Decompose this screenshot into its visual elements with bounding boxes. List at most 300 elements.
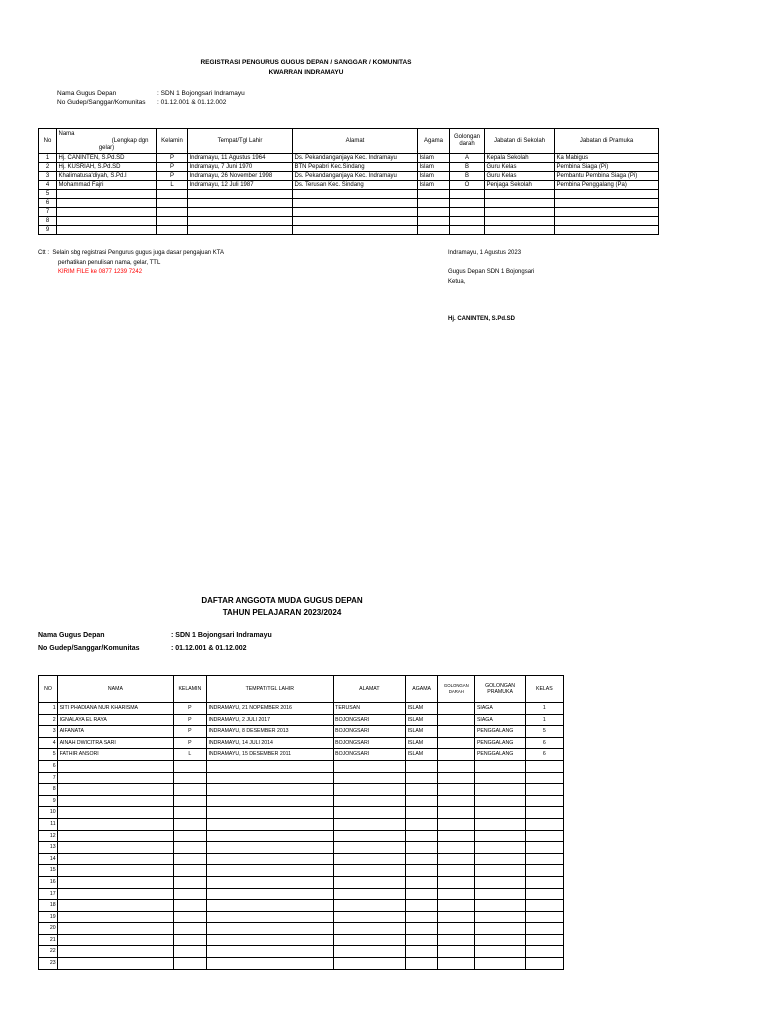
cell-ttl (206, 958, 333, 970)
cell-kelas: 1 (525, 714, 563, 726)
table-row (39, 172, 659, 181)
cell-nama: AIFANATA (58, 726, 174, 738)
cell-nama (58, 958, 174, 970)
col-header-alamat: ALAMAT (333, 676, 405, 703)
cell-agama: ISLAM (406, 714, 438, 726)
cell-ttl: INDRAMAYU, 14 JULI 2014 (206, 737, 333, 749)
cell-jab-pramuka: Pembina Penggalang (Pa) (555, 181, 659, 190)
cell-kelamin (173, 876, 206, 888)
cell-agama (406, 865, 438, 877)
cell-alamat: Ds. Terusan Kec. Sindang (293, 181, 418, 190)
cell-no: 13 (39, 842, 58, 854)
cell-agama (406, 807, 438, 819)
cell-jab-sekolah (485, 226, 555, 235)
table-row (39, 923, 564, 935)
cell-alamat (333, 923, 405, 935)
col-header-ttl: TEMPAT/TGL LAHIR (206, 676, 333, 703)
cell-ttl (188, 199, 293, 208)
cell-no: 1 (39, 154, 57, 163)
col-header-no: NO (39, 676, 58, 703)
cell-no: 9 (39, 226, 57, 235)
cell-agama: Islam (418, 163, 450, 172)
cell-kelamin: L (173, 749, 206, 761)
cell-no: 21 (39, 934, 58, 946)
table-row (39, 830, 564, 842)
table-row (39, 772, 564, 784)
note-line1: Selain sbg registrasi Pengurus gugus juga dasar pengajuan KTA (52, 250, 225, 256)
cell-gol-darah (438, 911, 475, 923)
cell-gol (450, 217, 485, 226)
col-header-gol-pramuka-1: GOLONGAN (485, 682, 516, 689)
cell-kelamin (157, 208, 188, 217)
cell-jab-sekolah: Guru Kelas (485, 172, 555, 181)
cell-kelamin (157, 199, 188, 208)
cell-no: 22 (39, 946, 58, 958)
cell-kelamin (173, 807, 206, 819)
cell-kelamin: P (157, 154, 188, 163)
registration-table (38, 128, 659, 235)
cell-kelamin: P (173, 726, 206, 738)
cell-kelamin (173, 946, 206, 958)
cell-alamat (293, 217, 418, 226)
cell-no: 2 (39, 163, 57, 172)
cell-agama: Islam (418, 172, 450, 181)
cell-gol (450, 208, 485, 217)
cell-jab-sekolah (485, 217, 555, 226)
cell-ttl: Indramayu, 7 Juni 1970 (188, 163, 293, 172)
cell-gol-darah (438, 876, 475, 888)
cell-gol-darah (438, 784, 475, 796)
cell-kelamin (173, 911, 206, 923)
cell-jab-sekolah: Guru Kelas (485, 163, 555, 172)
table-row (39, 807, 564, 819)
cell-agama (418, 199, 450, 208)
col-header-gol-darah-2: DARAH (448, 689, 464, 694)
cell-agama (418, 190, 450, 199)
table-row (39, 226, 659, 235)
table-row (39, 217, 659, 226)
cell-nama (58, 900, 174, 912)
cell-no: 6 (39, 760, 58, 772)
cell-no: 5 (39, 749, 58, 761)
cell-jab-sekolah (485, 190, 555, 199)
cell-gol: O (450, 181, 485, 190)
cell-gol: B (450, 172, 485, 181)
cell-no: 7 (39, 208, 57, 217)
registration-title-line2: KWARRAN INDRAMAYU (268, 69, 344, 76)
cell-kelamin (173, 853, 206, 865)
table-row (39, 876, 564, 888)
cell-alamat (333, 807, 405, 819)
col-header-golongan-pramuka (475, 676, 525, 703)
cell-jab-sekolah (485, 208, 555, 217)
cell-ttl (206, 911, 333, 923)
cell-agama (406, 923, 438, 935)
cell-alamat (333, 876, 405, 888)
cell-alamat (333, 818, 405, 830)
cell-no: 12 (39, 830, 58, 842)
cell-no: 17 (39, 888, 58, 900)
cell-no: 6 (39, 199, 57, 208)
cell-nama (58, 795, 174, 807)
cell-no: 4 (39, 737, 58, 749)
cell-alamat (333, 900, 405, 912)
cell-kelas: 1 (525, 703, 563, 715)
col-header-jabatan-pramuka: Jabatan di Pramuka (555, 129, 659, 154)
cell-no: 3 (39, 172, 57, 181)
cell-gol-pramuka (475, 795, 525, 807)
cell-alamat (333, 958, 405, 970)
cell-alamat (293, 190, 418, 199)
cell-kelamin (173, 760, 206, 772)
cell-kelamin (157, 190, 188, 199)
cell-kelas (525, 807, 563, 819)
cell-gol-pramuka (475, 888, 525, 900)
cell-ttl (206, 795, 333, 807)
signature-block (448, 249, 648, 325)
registration-note (38, 249, 338, 278)
cell-gol-darah (438, 807, 475, 819)
info-label: Nama Gugus Depan (38, 632, 105, 639)
cell-kelamin: P (173, 703, 206, 715)
cell-gol-darah (438, 749, 475, 761)
col-header-kelamin: KELAMIN (173, 676, 206, 703)
cell-gol-pramuka (475, 911, 525, 923)
cell-kelas (525, 911, 563, 923)
table-row (39, 737, 564, 749)
cell-alamat: BOJONGSARI (333, 726, 405, 738)
table-row (39, 784, 564, 796)
cell-gol-darah (438, 946, 475, 958)
signature-org: Gugus Depan SDN 1 Bojongsari (448, 269, 535, 275)
cell-ttl (206, 900, 333, 912)
cell-ttl: INDRAMAYU, 8 DESEMBER 2013 (206, 726, 333, 738)
cell-jab-pramuka: Pembantu Pembina Siaga (Pi) (555, 172, 659, 181)
cell-nama (58, 760, 174, 772)
col-header-gol-darah-1: GOLONGAN (443, 682, 469, 688)
cell-ttl (206, 842, 333, 854)
cell-kelamin: L (157, 181, 188, 190)
cell-jab-pramuka: Ka Mabigus (555, 154, 659, 163)
table-row (39, 703, 564, 715)
col-header-kelas: KELAS (525, 676, 563, 703)
cell-kelas (525, 888, 563, 900)
cell-alamat (293, 208, 418, 217)
info-label: No Gudep/Sanggar/Komunitas (38, 645, 140, 652)
cell-ttl: INDRAMAYU, 21 NOPEMBER 2016 (206, 703, 333, 715)
member-title-line2: TAHUN PELAJARAN 2023/2024 (222, 608, 342, 617)
cell-ttl (206, 807, 333, 819)
info-value: : SDN 1 Bojongsari Indramayu (157, 90, 245, 97)
cell-agama (406, 842, 438, 854)
cell-ttl: INDRAMAYU, 2 JULI 2017 (206, 714, 333, 726)
col-header-no: No (39, 129, 57, 154)
cell-kelas (525, 795, 563, 807)
cell-jab-pramuka (555, 190, 659, 199)
cell-alamat (333, 911, 405, 923)
col-header-gol-2: darah (459, 141, 475, 147)
cell-ttl (206, 888, 333, 900)
cell-ttl: Indramayu, 11 Agustus 1964 (188, 154, 293, 163)
cell-gol-pramuka (475, 865, 525, 877)
cell-no: 7 (39, 772, 58, 784)
table-row (39, 181, 659, 190)
cell-kelas (525, 842, 563, 854)
member-info (38, 629, 438, 657)
table-row (39, 946, 564, 958)
col-header-nama-mid: (Lengkap dgn (111, 137, 149, 144)
cell-kelas (525, 772, 563, 784)
table-row (39, 911, 564, 923)
table-row (39, 190, 659, 199)
cell-gol-darah (438, 714, 475, 726)
table-row (39, 842, 564, 854)
col-header-nama-top: Nama (58, 130, 75, 137)
info-value: : 01.12.001 & 01.12.002 (171, 645, 247, 652)
member-header-row (39, 676, 564, 703)
cell-gol-pramuka (475, 900, 525, 912)
cell-gol-darah (438, 900, 475, 912)
cell-gol-darah (438, 703, 475, 715)
cell-agama (406, 958, 438, 970)
cell-agama (406, 795, 438, 807)
info-value: : SDN 1 Bojongsari Indramayu (171, 632, 272, 639)
cell-agama (418, 217, 450, 226)
col-header-gol-pramuka-2: PRAMUKA (487, 689, 513, 695)
signature-place-date: Indramayu, 1 Agustus 2023 (448, 250, 522, 256)
cell-kelamin (173, 958, 206, 970)
cell-nama: Hj. KUSRIAH, S.Pd.SD (57, 163, 157, 172)
cell-ttl (188, 226, 293, 235)
cell-agama (406, 900, 438, 912)
cell-no: 4 (39, 181, 57, 190)
table-row (39, 163, 659, 172)
cell-nama (58, 923, 174, 935)
cell-nama: SITI PHADIANA NUR KHARISMA (58, 703, 174, 715)
col-header-gol-1: Golongan (453, 134, 481, 140)
cell-gol-darah (438, 888, 475, 900)
cell-gol-darah (438, 830, 475, 842)
table-row (39, 900, 564, 912)
cell-nama (58, 865, 174, 877)
col-header-nama-bot: gelar) (98, 144, 115, 151)
cell-no: 2 (39, 714, 58, 726)
cell-gol-pramuka: SIAGA (475, 714, 525, 726)
cell-nama: Khalimatusa'diyah, S.Pd.I (57, 172, 157, 181)
cell-ttl: Indramayu, 12 Juli 1987 (188, 181, 293, 190)
cell-ttl (206, 784, 333, 796)
cell-kelamin: P (157, 163, 188, 172)
cell-alamat (333, 888, 405, 900)
cell-kelas: 6 (525, 749, 563, 761)
cell-kelamin (173, 888, 206, 900)
note-line2: perhatikan penulisan nama, gelar, TTL (58, 259, 161, 266)
cell-agama: ISLAM (406, 737, 438, 749)
cell-kelas (525, 865, 563, 877)
cell-ttl (206, 865, 333, 877)
cell-nama (58, 911, 174, 923)
cell-kelamin (173, 830, 206, 842)
cell-gol-pramuka (475, 842, 525, 854)
cell-nama: AINAH DWICITRA SARI (58, 737, 174, 749)
cell-kelamin: P (173, 737, 206, 749)
cell-alamat: BOJONGSARI (333, 749, 405, 761)
cell-nama (58, 876, 174, 888)
cell-alamat (333, 760, 405, 772)
cell-kelas (525, 876, 563, 888)
cell-kelamin (173, 923, 206, 935)
table-row (39, 714, 564, 726)
cell-no: 16 (39, 876, 58, 888)
cell-nama (58, 784, 174, 796)
cell-kelamin: P (173, 714, 206, 726)
cell-gol-pramuka: SIAGA (475, 703, 525, 715)
cell-kelamin (173, 772, 206, 784)
cell-jab-pramuka (555, 226, 659, 235)
cell-jab-pramuka (555, 208, 659, 217)
info-value: : 01.12.001 & 01.12.002 (157, 99, 227, 106)
cell-kelamin (173, 795, 206, 807)
cell-nama (58, 853, 174, 865)
cell-no: 10 (39, 807, 58, 819)
cell-agama (418, 208, 450, 217)
cell-ttl (206, 876, 333, 888)
cell-alamat (333, 842, 405, 854)
cell-no: 19 (39, 911, 58, 923)
cell-gol-pramuka (475, 853, 525, 865)
cell-gol: A (450, 154, 485, 163)
cell-jab-sekolah (485, 199, 555, 208)
member-list-title (0, 595, 564, 619)
cell-ttl (188, 190, 293, 199)
cell-no: 5 (39, 190, 57, 199)
cell-ttl (206, 830, 333, 842)
cell-alamat (333, 830, 405, 842)
member-title-line1: DAFTAR ANGGOTA MUDA GUGUS DEPAN (201, 596, 363, 605)
cell-jab-pramuka: Pembina Siaga (Pi) (555, 163, 659, 172)
cell-gol (450, 190, 485, 199)
cell-agama: Islam (418, 181, 450, 190)
cell-agama (418, 226, 450, 235)
col-header-golongan-darah (438, 676, 475, 703)
cell-agama (406, 888, 438, 900)
cell-agama (406, 876, 438, 888)
cell-nama (57, 217, 157, 226)
cell-gol-pramuka: PENGGALANG (475, 726, 525, 738)
cell-kelas (525, 958, 563, 970)
cell-nama: FATHIR ANSORI (58, 749, 174, 761)
cell-gol (450, 199, 485, 208)
table-row (39, 154, 659, 163)
cell-alamat (333, 795, 405, 807)
cell-gol-pramuka: PENGGALANG (475, 749, 525, 761)
cell-alamat (333, 853, 405, 865)
note-line3: KIRIM FILE ke 0877 1239 7242 (58, 269, 143, 275)
cell-nama: IGNALAYA EL RAYA (58, 714, 174, 726)
cell-kelamin: P (157, 172, 188, 181)
cell-agama (406, 853, 438, 865)
table-row (39, 888, 564, 900)
cell-ttl: Indramayu, 26 November 1998 (188, 172, 293, 181)
cell-nama: Mohammad Fajri (57, 181, 157, 190)
cell-alamat (293, 199, 418, 208)
member-table (38, 675, 564, 970)
cell-nama (58, 946, 174, 958)
col-header-ttl: Tempat/Tgl Lahir (188, 129, 293, 154)
cell-kelas (525, 818, 563, 830)
cell-gol-pramuka (475, 784, 525, 796)
col-header-jabatan-sekolah: Jabatan di Sekolah (485, 129, 555, 154)
cell-nama (57, 190, 157, 199)
cell-gol-pramuka (475, 807, 525, 819)
cell-kelas: 6 (525, 737, 563, 749)
cell-no: 3 (39, 726, 58, 738)
cell-agama (406, 784, 438, 796)
cell-kelas (525, 830, 563, 842)
cell-agama (406, 946, 438, 958)
cell-alamat (333, 946, 405, 958)
cell-agama (406, 911, 438, 923)
cell-no: 8 (39, 217, 57, 226)
cell-gol-pramuka: PENGGALANG (475, 737, 525, 749)
cell-gol-pramuka (475, 958, 525, 970)
signature-role: Ketua, (448, 278, 466, 285)
cell-gol-pramuka (475, 772, 525, 784)
cell-kelamin (157, 217, 188, 226)
cell-kelas (525, 900, 563, 912)
cell-alamat (333, 772, 405, 784)
cell-nama (57, 226, 157, 235)
cell-agama (406, 760, 438, 772)
cell-ttl: INDRAMAYU, 15 DESEMBER 2011 (206, 749, 333, 761)
cell-ttl (206, 853, 333, 865)
col-header-golongan-darah (450, 129, 485, 154)
cell-jab-sekolah: Penjaga Sekolah (485, 181, 555, 190)
table-row (39, 818, 564, 830)
cell-kelamin (173, 784, 206, 796)
table-row (39, 749, 564, 761)
table-row (39, 865, 564, 877)
cell-alamat (333, 934, 405, 946)
cell-kelas (525, 946, 563, 958)
cell-gol-darah (438, 958, 475, 970)
cell-gol-pramuka (475, 876, 525, 888)
cell-gol-pramuka (475, 946, 525, 958)
cell-no: 18 (39, 900, 58, 912)
cell-no: 11 (39, 818, 58, 830)
table-row (39, 958, 564, 970)
cell-alamat: Ds. Pekandanganjaya Kec. Indramayu (293, 172, 418, 181)
cell-kelamin (173, 842, 206, 854)
cell-nama (58, 934, 174, 946)
table-row (39, 760, 564, 772)
cell-no: 23 (39, 958, 58, 970)
cell-gol-darah (438, 726, 475, 738)
cell-gol-darah (438, 818, 475, 830)
table-row (39, 208, 659, 217)
cell-agama (406, 818, 438, 830)
cell-alamat: BTN Pepabri Kec.Sindang (293, 163, 418, 172)
cell-kelamin (173, 934, 206, 946)
cell-agama: ISLAM (406, 703, 438, 715)
cell-nama (58, 830, 174, 842)
cell-kelas (525, 784, 563, 796)
cell-kelamin (173, 865, 206, 877)
col-header-agama: AGAMA (406, 676, 438, 703)
table-row (39, 726, 564, 738)
cell-kelas (525, 853, 563, 865)
cell-kelas (525, 934, 563, 946)
